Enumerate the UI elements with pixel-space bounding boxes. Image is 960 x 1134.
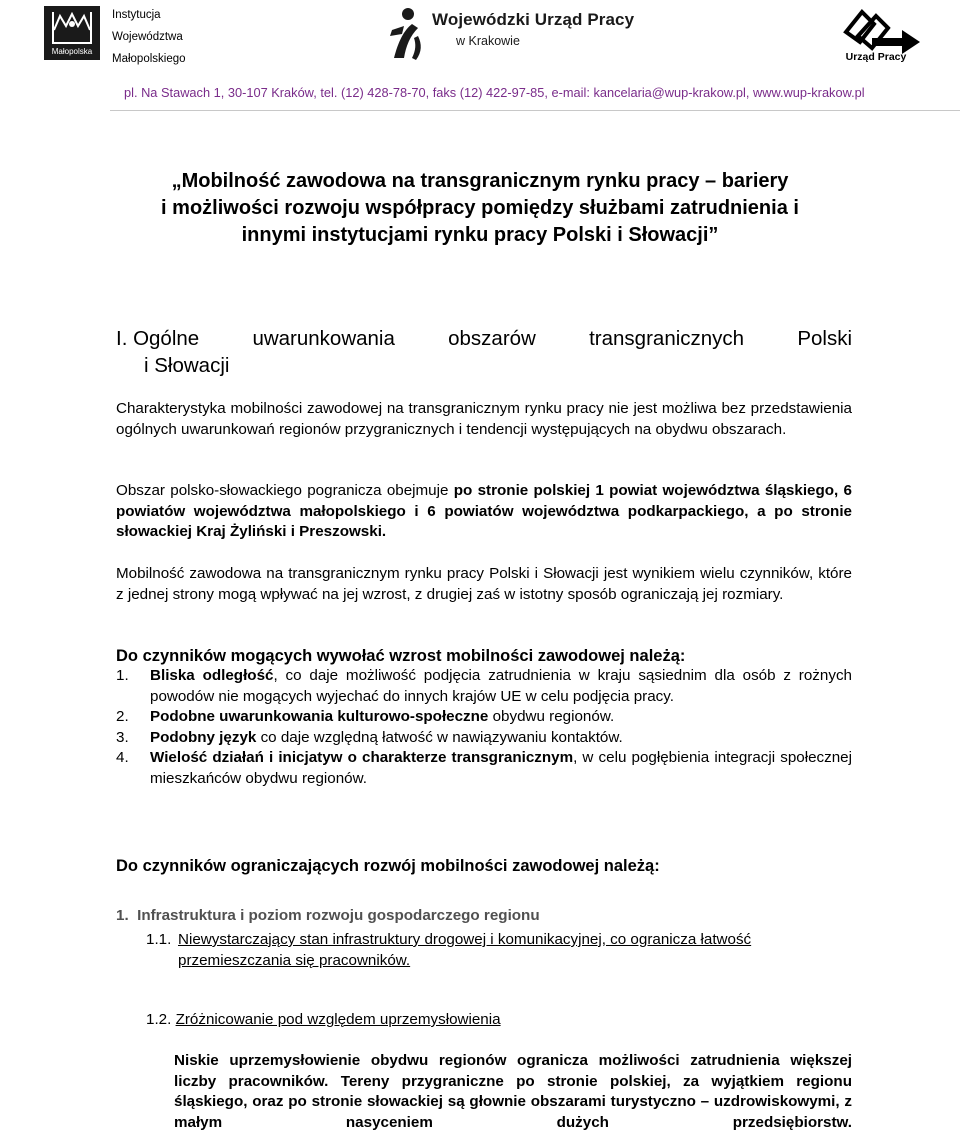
limiting-item-1-1: 1.1. Niewystarczający stan infrastruktury drogowej i komunikacyjnej, co ogranicza łatwość przemieszczania się pracowników. — [146, 931, 752, 969]
wup-figure-icon — [388, 6, 428, 62]
limiting-item-1-2: 1.2. Zróżnicowanie pod względem uprzemysłowienia — [146, 1011, 501, 1028]
limiting-factors-heading: Do czynników ograniczających rozwój mobilności zawodowej należą: — [116, 857, 660, 875]
list-item: 2. Podobne uwarunkowania kulturowo-społeczne obydwu regionów. — [116, 708, 615, 725]
institution-name: Instytucja Województwa Małopolskiego — [112, 9, 186, 65]
section-heading — [116, 325, 852, 379]
malopolska-logo — [44, 6, 100, 60]
section-heading-line1: I. Ogólne uwarunkowania obszarów transgranicznych Polski — [116, 327, 852, 350]
list-item: 3. Podobny język co daje względną łatwość w nawiązywaniu kontaktów. — [116, 728, 623, 746]
growth-factors-heading: Do czynników mogących wywołać wzrost mobilności zawodowej należą: — [116, 647, 686, 665]
paragraph-characteristics: Charakterystyka mobilności zawodowej na transgranicznym rynku pracy nie jest możliwa bez przedstawienia ogólnych uwarunkowań regionów przygranicznych i tendencji występujących na obydwu obszarach. — [116, 400, 852, 438]
paragraph-mobility-factors: Mobilność zawodowa na transgranicznym rynku pracy Polski i Słowacji jest wynikiem wielu czynników, które z jednej strony mogą wpływać na jej wzrost, z drugiej zaś w istotny sposób ograniczają jej rozmiary. — [116, 565, 852, 603]
header-divider — [110, 110, 960, 111]
growth-factors-list — [116, 666, 852, 789]
letterhead — [0, 0, 960, 116]
list-item: 1. Bliska odległość, co daje możliwość podjęcia zatrudnienia w kraju sąsiednim dla osób z rożnych powodów nie mogących wyjechać do innych krajów UE w celu podjęcia pracy. — [116, 667, 852, 705]
section-heading-line2: i Słowacji — [144, 354, 230, 377]
urzad-pracy-logo-icon — [832, 6, 924, 56]
logo-frame — [52, 12, 92, 44]
contact-line: pl. Na Stawach 1, 30-107 Kraków, tel. (12) 428-78-70, faks (12) 422-97-85, e-mail: kancelaria@wup-krakow.pl, www.wup-krakow.pl — [124, 85, 865, 100]
urzad-pracy-caption: Urząd Pracy — [845, 51, 907, 63]
limiting-item-1: 1. Infrastruktura i poziom rozwoju gospodarczego regionu — [116, 907, 540, 924]
office-name: Wojewódzki Urząd Pracy — [432, 10, 635, 29]
logo-caption: Małopolska — [51, 47, 93, 56]
paragraph-border-area: Obszar polsko-słowackiego pogranicza obejmuje po stronie polskiej 1 powiat województwa śląskiego, 6 powiatów województwa małopolskiego i 6 powiatów województwa podkarpackiego, a po stronie słowackiej Kraj Żyliński i Preszowski. — [116, 482, 853, 540]
document-title: „Mobilność zawodowa na transgranicznym rynku pracy – bariery i możliwości rozwoju współpracy pomiędzy służbami zatrudnienia i innymi instytucjami rynku pracy Polski i Słowacji” — [161, 170, 799, 246]
list-item: 4. Wielość działań i inicjatyw o charakterze transgranicznym, w celu pogłębienia integracji społecznej mieszkańców obydwu regionów. — [116, 749, 852, 787]
office-city: w Krakowie — [456, 34, 520, 48]
paragraph-industrialization: Niskie uprzemysłowienie obydwu regionów ogranicza możliwości zatrudnienia większej liczby pracowników. Tereny przygraniczne po stronie polskiej, za wyjątkiem regionu śląskiego, oraz po stronie słowackiej są głownie obszarami turystyczno – uzdrowiskowymi, z małym nasyceniem dużych przedsiębiorstw. — [174, 1052, 852, 1131]
